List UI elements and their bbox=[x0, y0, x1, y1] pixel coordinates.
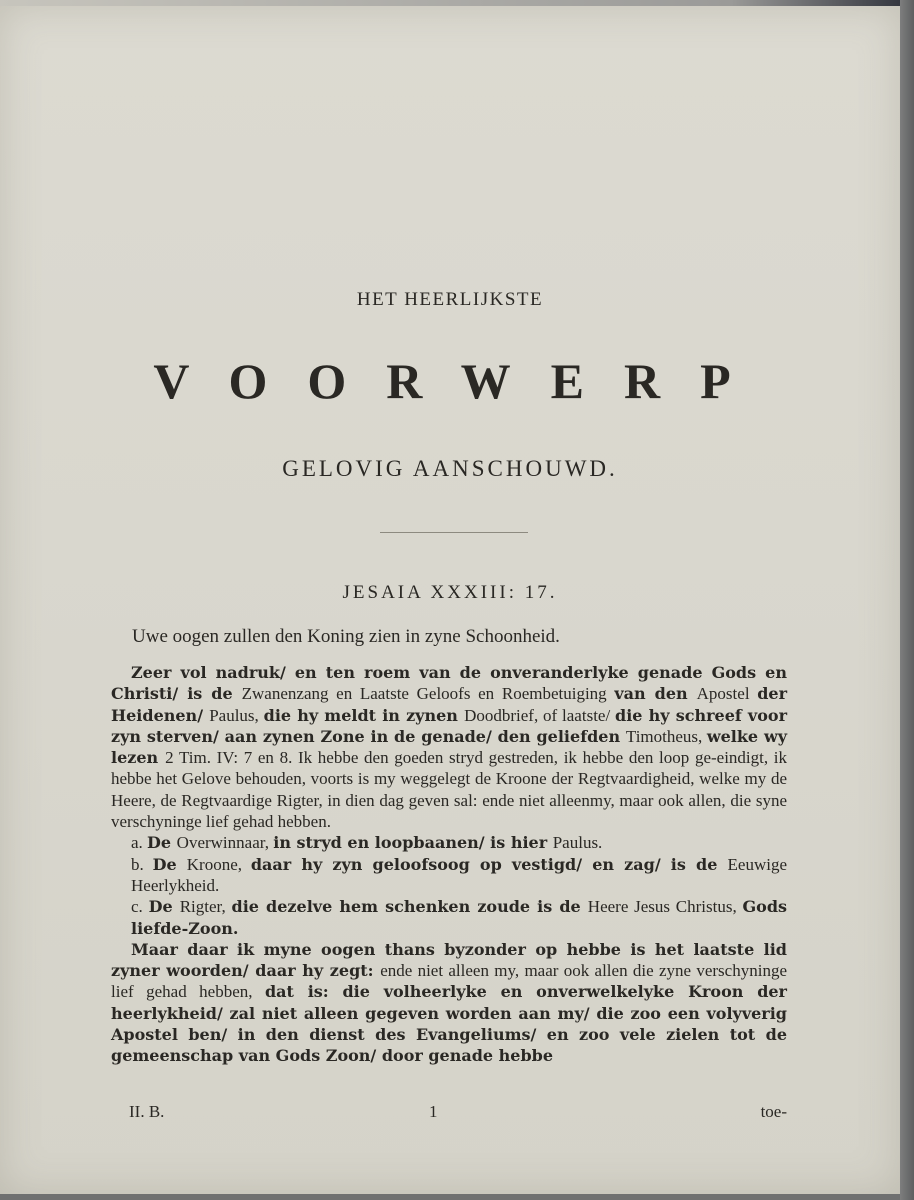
roman-run: a. bbox=[131, 833, 148, 853]
roman-run: Zwanenzang en Laatste Geloofs en Roembetuiging bbox=[241, 684, 615, 704]
blackletter-run: der Heidenen/ bbox=[111, 684, 788, 725]
roman-run: Doodbrief, of laatste/ bbox=[464, 705, 616, 725]
point-b bbox=[111, 854, 787, 897]
blackletter-run: in stryd en loopbaanen/ is hier bbox=[273, 833, 553, 853]
blackletter-run: die dezelve hem schenken zoude is de bbox=[231, 897, 588, 917]
blackletter-run: welke wy lezen bbox=[111, 726, 788, 768]
page-number: 1 bbox=[429, 1102, 438, 1121]
point-a bbox=[111, 832, 787, 853]
blackletter-run: van den bbox=[614, 684, 697, 704]
signature-mark: II. B. bbox=[129, 1102, 165, 1121]
point-c bbox=[111, 896, 787, 939]
paragraph-2 bbox=[111, 939, 787, 1067]
paragraph-1 bbox=[111, 662, 787, 832]
blackletter-run: Gods liefde-Zoon. bbox=[131, 897, 788, 938]
scripture-reference: JESAIA XXXIII: 17. bbox=[342, 582, 558, 603]
roman-run: Kroone, bbox=[186, 854, 251, 874]
blackletter-run: De bbox=[147, 833, 177, 853]
title-line-1: HET HEERLIJKSTE bbox=[356, 289, 544, 310]
roman-run: 2 Tim. IV: 7 en 8. Ik hebbe den goeden stryd gestreden, ik hebbe den loop ge-eindigt, ik hebbe het Gelove behouden, voorts is my weggelegt de Kroone der Regtvaardigheid, welke my de Heere, de Regtvaardige Rigter, in dien dag geven sal: ende niet alleenmy, maar ook allen, die syne verschyninge lief gehad hebben. bbox=[111, 748, 787, 832]
roman-run: Rigter, bbox=[179, 897, 232, 917]
roman-run: ende niet alleen my, maar ook allen die zyne verschyninge lief gehad hebben, bbox=[111, 961, 787, 1002]
roman-run: Paulus, bbox=[209, 705, 264, 725]
roman-run: b. bbox=[131, 854, 153, 874]
title-line-3: GELOVIG AANSCHOUWD. bbox=[282, 456, 618, 481]
title-divider bbox=[380, 532, 528, 533]
title-main: VOORWERP bbox=[153, 353, 771, 409]
catchword: toe- bbox=[760, 1102, 787, 1121]
blackletter-run: Maar daar ik myne oogen thans byzonder op hebbe is het laatste lid zyner woorden/ daar hy zegt: bbox=[111, 939, 787, 981]
book-side-edge bbox=[900, 0, 914, 1200]
roman-run: Eeuwige Heerlykheid. bbox=[131, 854, 788, 895]
scripture-quote: Uwe oogen zullen den Koning zien in zyne Schoonheid. bbox=[132, 626, 560, 647]
roman-run: c. bbox=[131, 897, 149, 917]
document-page bbox=[0, 6, 900, 1194]
roman-run: Apostel bbox=[696, 684, 758, 704]
body-text bbox=[111, 662, 787, 1067]
blackletter-run: die hy schreef voor zyn sterven/ aan zynen Zone in de genade/ den geliefden bbox=[111, 705, 787, 746]
roman-run: Paulus. bbox=[552, 833, 603, 853]
blackletter-run: dat is: die volheerlyke en onverwelkelyke Kroon der heerlykheid/ zal niet alleen gegeven worden aan my/ die zoo een volyverig Apostel ben/ in den dienst des Evangeliums/ en zoo vele zielen tot de gemeenschap van Gods Zoon/ door genade hebbe bbox=[111, 982, 787, 1066]
blackletter-run: die hy meldt in zynen bbox=[263, 705, 465, 725]
roman-run: Overwinnaar, bbox=[176, 833, 274, 853]
blackletter-run: De bbox=[148, 897, 180, 917]
blackletter-run: De bbox=[152, 854, 187, 874]
blackletter-run: Zeer vol nadruk/ en ten roem van de onveranderlyke genade Gods en Christi/ is de bbox=[111, 663, 787, 704]
roman-run: Heere Jesus Christus, bbox=[587, 897, 743, 917]
blackletter-run: daar hy zyn geloofsoog op vestigd/ en zag/ is de bbox=[250, 854, 728, 874]
roman-run: Timotheus, bbox=[625, 726, 707, 746]
